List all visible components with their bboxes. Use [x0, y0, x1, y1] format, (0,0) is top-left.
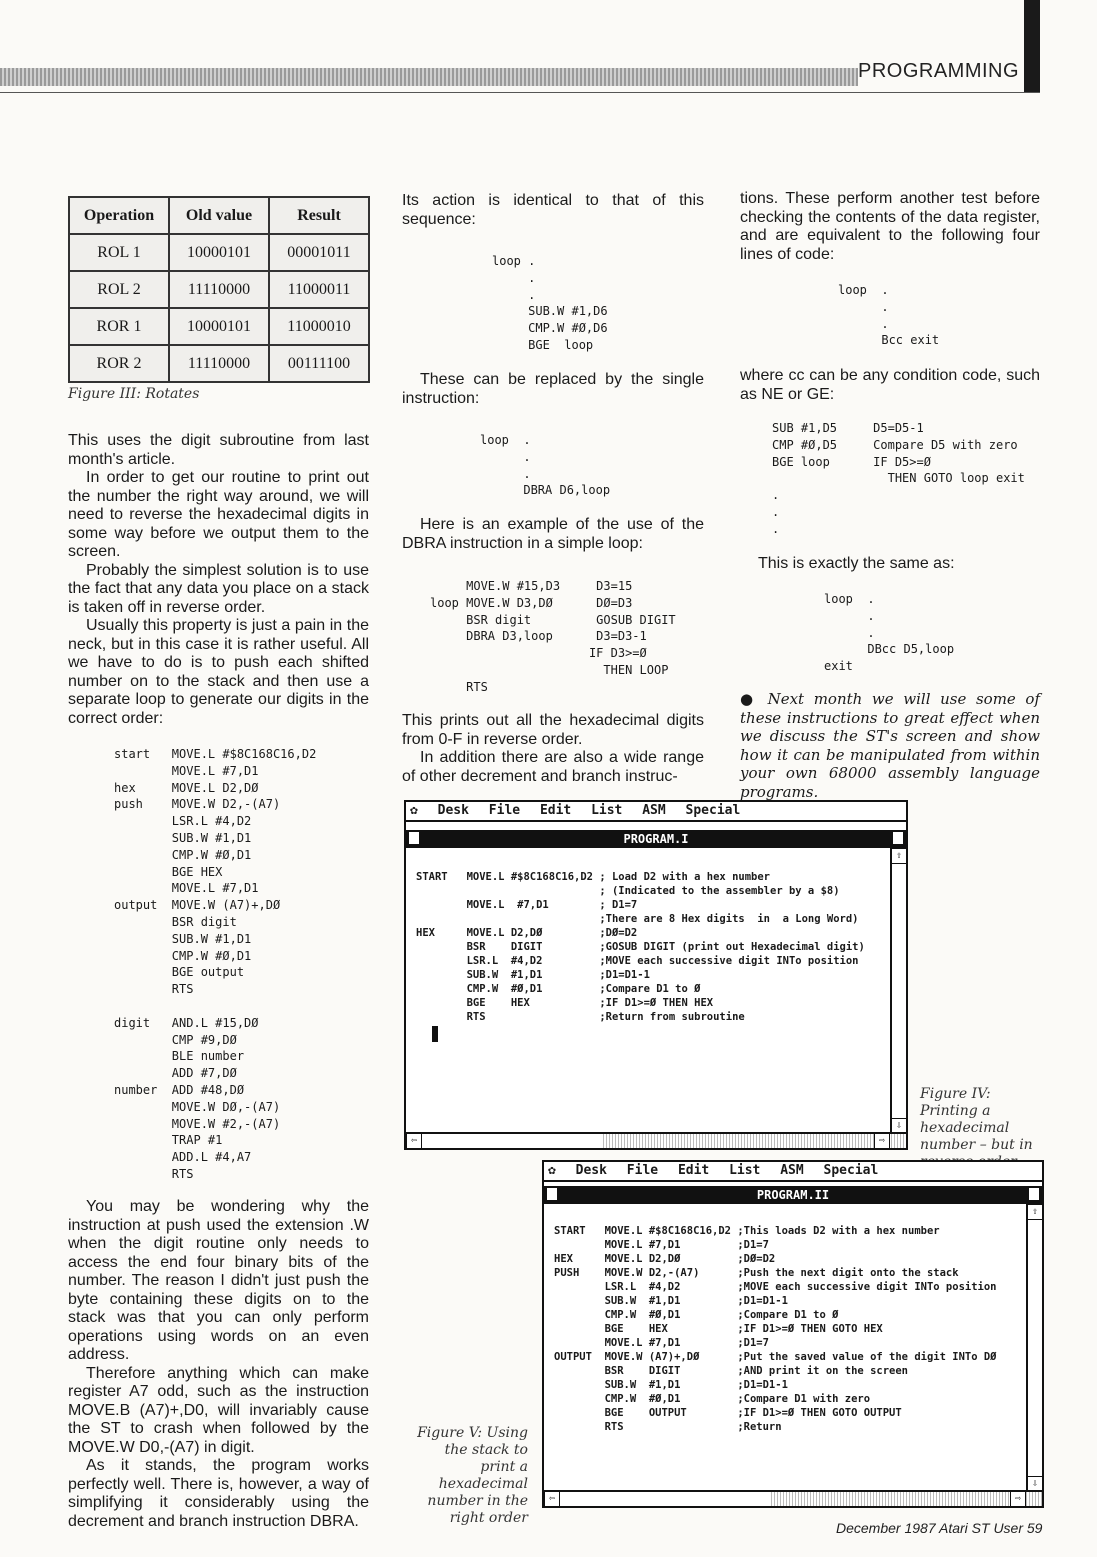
menu-item-list[interactable]: List	[591, 803, 623, 818]
table-cell: 11110000	[169, 345, 269, 382]
close-box-icon[interactable]	[409, 832, 419, 844]
editor-text: START MOVE.L #$8C168C16,D2 ; Load D2 with a hex number ; (Indicated to the assembler by a $8) MOVE.L #7,D1 ; D1=7 ;There are 8 Hex digits in a Long Word) HEX MOVE.L D2,DØ ;DØ=D2 BSR DIGIT ;GOSUB DIGIT (print out Hexadecimal digit) LSR.L #4,D2 ;MOVE each successive digit INTo position SUB.W #1,D1 ;D1=D1-1 CMP.W #Ø,D1 ;Compare D1 to Ø BGE HEX ;IF D1>=Ø THEN HEX RTS ;Return from subroutine	[416, 871, 865, 1023]
menu-bar	[544, 1162, 1042, 1182]
fuller-box-icon[interactable]	[1029, 1188, 1039, 1200]
menu-item-list[interactable]: List	[729, 1163, 761, 1178]
atari-icon: ✿	[410, 803, 418, 818]
paragraph: This prints out all the hexadecimal digits from 0-F in reverse order.	[402, 712, 704, 748]
rotates-table	[68, 196, 370, 383]
code-listing: loop . . . Bcc exit	[838, 283, 940, 348]
figure-4-caption: Figure IV: Printing a hexadecimal number – but in	[920, 1086, 1033, 1153]
table-row	[69, 345, 369, 382]
scroll-thumb[interactable]	[560, 1492, 770, 1506]
window-title: PROGRAM.I	[623, 832, 689, 846]
horizontal-scrollbar[interactable]	[406, 1132, 906, 1148]
scroll-left-icon[interactable]: ⇦	[544, 1491, 560, 1507]
menu-item-file[interactable]: File	[626, 1163, 659, 1178]
figure-caption: Figure III: Rotates	[68, 386, 200, 402]
figure-5-window	[542, 1160, 1044, 1508]
window-content	[406, 848, 906, 1148]
paragraph: You may be wondering why the instruction at push used the extension .W when the digit routine only needs to access the end four binary bits of the number. The reason I didn't just push the byte containing these digits on to the stack was that you can only perform operations using words on an even address.	[68, 1198, 369, 1363]
scroll-down-icon[interactable]: ⇩	[1027, 1476, 1043, 1492]
header-line	[0, 92, 1040, 93]
table-cell: 11000010	[269, 308, 369, 345]
column-2-p3	[402, 516, 704, 553]
paragraph: These can be replaced by the single instruction:	[402, 371, 704, 407]
scroll-up-icon[interactable]: ⇧	[1027, 1204, 1043, 1220]
close-box-icon[interactable]	[547, 1188, 557, 1200]
margin-bar	[1024, 0, 1040, 92]
next-month-text: Next month we will use some of these instructions to great effect when we discuss the ST's screen and show how it can be manipulated from within your own 68000 assembly language programs.	[740, 690, 1041, 801]
table-cell: 11110000	[169, 271, 269, 308]
text-cursor	[432, 1026, 438, 1042]
paragraph: This uses the digit subroutine from last month's article.	[68, 432, 369, 468]
menu-item-edit[interactable]: Edit	[677, 1163, 710, 1178]
table-header: Operation	[69, 197, 169, 234]
menu-item-asm[interactable]: ASM	[780, 1163, 804, 1178]
section-title: PROGRAMMING	[858, 60, 1020, 82]
table-cell: 10000101	[169, 308, 269, 345]
paragraph: Therefore anything which can make register A7 odd, such as the instruction MOVE.B (A7)+,D0, will invariably cause the ST to crash when followed by the MOVE.W D0,-(A7) in digit.	[68, 1364, 369, 1456]
paragraph: This is exactly the same as:	[758, 555, 955, 572]
window-title-bar[interactable]	[406, 830, 906, 848]
paragraph: As it stands, the program works perfectly well. There is, however, a way of simplifying it considerably using the decrement and branch instruction DBRA.	[68, 1457, 369, 1530]
paragraph: In addition there are also a wide range of other decrement and branch instruc-	[402, 749, 704, 785]
horizontal-scrollbar[interactable]	[544, 1490, 1042, 1506]
table-header-row	[69, 197, 369, 234]
table-row	[69, 308, 369, 345]
table-cell: 00001011	[269, 234, 369, 271]
table-cell: ROL 2	[69, 271, 169, 308]
scroll-thumb[interactable]	[422, 1134, 602, 1148]
column-2-p4	[402, 712, 704, 786]
scroll-up-icon[interactable]: ⇧	[891, 848, 907, 864]
table-header: Old value	[169, 197, 269, 234]
menu-item-desk[interactable]: Desk	[437, 803, 469, 818]
code-listing: loop . . . SUB.W #1,D6 CMP.W #Ø,D6 BGE loop	[492, 254, 608, 352]
paragraph: tions. These perform another test before checking the contents of the data register, and are equivalent to the following four lines of code:	[740, 190, 1040, 263]
menu-bar	[406, 802, 906, 822]
figure-4-window	[404, 800, 908, 1150]
menu-item-asm[interactable]: ASM	[642, 803, 666, 818]
table-cell: ROL 1	[69, 234, 169, 271]
menu-item-file[interactable]: File	[488, 803, 521, 818]
vertical-scrollbar[interactable]	[890, 848, 906, 1134]
figure-5-caption: Figure V: Using the stack to print a hexadecimal number in the right order	[417, 1425, 528, 1526]
scroll-down-icon[interactable]: ⇩	[891, 1118, 907, 1134]
code-listing: loop . . . DBRA D6,loop	[480, 433, 611, 498]
table-cell: 11000011	[269, 271, 369, 308]
scroll-left-icon[interactable]: ⇦	[406, 1133, 422, 1149]
table-cell: ROR 1	[69, 308, 169, 345]
table-cell: 00111100	[269, 345, 369, 382]
paragraph: Usually this property is just a pain in the neck, but in this case it is rather useful. All we have to do is to push each shifted number on to the stack and then use a separate loop to generate our digits in the correct order:	[68, 617, 369, 727]
column-3-p3	[740, 555, 1040, 574]
paragraph: where cc can be any condition code, such as NE or GE:	[740, 367, 1040, 403]
bullet-icon: ●	[740, 690, 768, 708]
window-title-bar[interactable]	[544, 1186, 1042, 1204]
table-row	[69, 234, 369, 271]
column-1-bottom	[68, 1198, 369, 1531]
code-listing: loop . . . DBcc D5,loop exit	[824, 592, 955, 674]
column-2-intro	[402, 192, 704, 229]
table-cell: 10000101	[169, 234, 269, 271]
next-month-note	[740, 690, 1040, 801]
code-listing: MOVE.W #15,D3 D3=15 loop MOVE.W D3,DØ DØ=D3 BSR digit GOSUB DIGIT DBRA D3,loop D3=D3-1 IF D3>=Ø THEN LOOP RTS	[430, 579, 676, 694]
editor-text: START MOVE.L #$8C168C16,D2 ;This loads D2 with a hex number MOVE.L #7,D1 ;D1=7 HEX MOVE.L D2,DØ ;DØ=D2 PUSH MOVE.W D2,-(A7) ;Push the next digit onto the stack LSR.L #4,D2 ;MOVE each successive digit INTo position SUB.W #1,D1 ;D1=D1-1 CMP.W #Ø,D1 ;Compare D1 to Ø BGE HEX ;IF D1>=Ø THEN GOTO HEX MOVE.L #7,D1 ;D1=7 OUTPUT MOVE.W (A7)+,DØ ;Put the saved value of the digit INTo DØ BSR DIGIT ;AND print it on the screen SUB.W #1,D1 ;D1=D1-1 CMP.W #Ø,D1 ;Compare D1 with zero BGE OUTPUT ;IF D1>=Ø THEN GOTO OUTPUT RTS ;Return	[554, 1225, 997, 1433]
column-1	[68, 432, 369, 728]
window-title: PROGRAM.II	[756, 1188, 830, 1202]
fuller-box-icon[interactable]	[893, 832, 903, 844]
scroll-right-icon[interactable]: ⇨	[1010, 1491, 1026, 1507]
table-row	[69, 271, 369, 308]
spacer	[406, 822, 906, 830]
menu-item-special[interactable]: Special	[685, 803, 741, 818]
paragraph: In order to get our routine to print out the number the right way around, we will need to reverse the hexadecimal digits in some way before we output them to the screen.	[68, 469, 369, 560]
scroll-right-icon[interactable]: ⇨	[874, 1133, 890, 1149]
column-2-p2	[402, 371, 704, 408]
column-3-intro	[740, 190, 1040, 264]
table-cell: ROR 2	[69, 345, 169, 382]
rotates-table-wrap	[68, 196, 370, 383]
menu-item-desk[interactable]: Desk	[575, 1163, 607, 1178]
paragraph: Probably the simplest solution is to use the fact that any data you place on a stack is taken off in reverse order.	[68, 561, 369, 616]
atari-icon: ✿	[548, 1163, 556, 1178]
code-listing: start MOVE.L #$8C168C16,D2 MOVE.L #7,D1 hex MOVE.L D2,DØ push MOVE.W D2,-(A7) LSR.L #4,D2 SUB.W #1,D1 CMP.W #Ø,D1 BGE HEX MOVE.L #7,D1 output MOVE.W (A7)+,DØ BSR digit SUB.W #1,D1 CMP.W #Ø,D1 BGE output RTS digit AND.L #15,DØ CMP #9,DØ BLE number ADD #7,DØ number ADD #48,DØ MOVE.W DØ,-(A7) MOVE.W #2,-(A7) TRAP #1 ADD.L #4,A7 RTS	[114, 747, 317, 1181]
page-footer: December 1987 Atari ST User 59	[836, 1520, 1043, 1536]
paragraph: Its action is identical to that of this sequence:	[402, 192, 704, 228]
table-header: Result	[269, 197, 369, 234]
window-content	[544, 1204, 1042, 1506]
vertical-scrollbar[interactable]	[1026, 1204, 1042, 1492]
menu-item-special[interactable]: Special	[823, 1163, 879, 1178]
column-3-p2	[740, 367, 1040, 404]
menu-item-edit[interactable]: Edit	[539, 803, 572, 818]
column-3-p4	[740, 690, 1040, 801]
header-rule	[0, 68, 858, 86]
code-listing: SUB #1,D5 D5=D5-1 CMP #Ø,D5 Compare D5 with zero BGE loop IF D5>=Ø THEN GOTO loop exit . . .	[772, 421, 1025, 536]
paragraph: Here is an example of the use of the DBRA instruction in a simple loop:	[402, 516, 704, 552]
